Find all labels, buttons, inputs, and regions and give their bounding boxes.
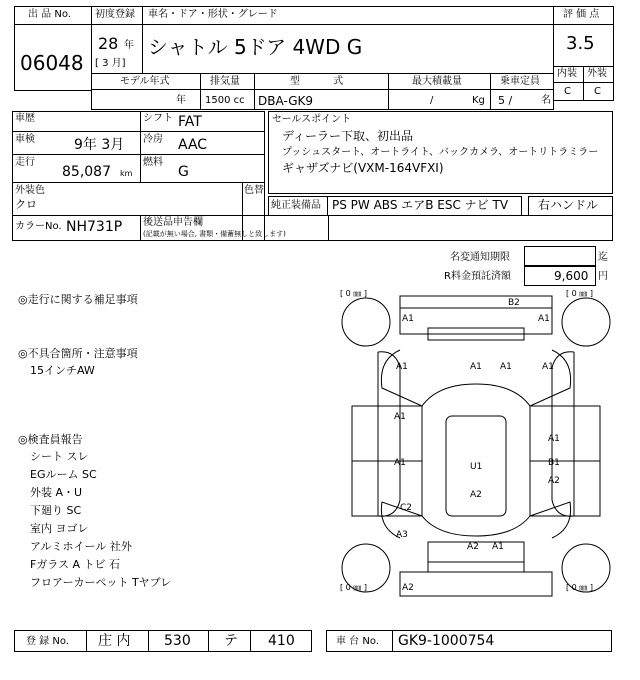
mark-fender-l-a3: A3	[396, 530, 408, 540]
car-diagram	[338, 288, 614, 608]
deadline-label: 名変通知期限	[450, 252, 510, 263]
inspector-line: 下廻り SC	[30, 504, 82, 517]
divider	[91, 89, 554, 90]
mileage-unit: km	[120, 169, 133, 178]
mark-front-door-l: A1	[394, 458, 406, 468]
rear-bumper	[400, 308, 552, 334]
model-label: 車名・ドア・形状・グレード	[148, 9, 278, 20]
divider	[250, 630, 251, 652]
inspector-line: シート スレ	[30, 450, 89, 463]
divider	[142, 6, 143, 74]
divider	[208, 630, 209, 652]
reg-year: 28	[98, 34, 119, 53]
mileage-value: 85,087	[62, 164, 111, 180]
capacity-unit: 名	[541, 95, 551, 106]
inspector-line: Fガラス A トビ 石	[30, 558, 121, 571]
divider	[200, 73, 201, 110]
inspector-line: 外装 A・U	[30, 486, 83, 499]
exterior-label: 外装	[587, 68, 607, 79]
inspection-label: 車検	[15, 134, 35, 145]
divider	[140, 215, 141, 241]
post-delivery-label: 後送品申告欄	[143, 217, 203, 228]
steering-value: 右ハンドル	[538, 198, 599, 212]
interior-value: C	[564, 86, 571, 97]
fuel-label: 燃料	[143, 157, 163, 168]
tire-label-rl: [ 0 ㎜ ]	[340, 289, 367, 298]
ac-value: AAC	[178, 137, 208, 153]
mark-roof-r: A1	[500, 362, 512, 372]
divider	[388, 73, 389, 110]
region: 庄 内	[98, 633, 131, 649]
mark-roof-center: U1	[470, 462, 483, 472]
front-bumper	[400, 572, 552, 596]
mark-fender-l-c2: C2	[400, 503, 413, 513]
mark-roof-l: A1	[470, 362, 482, 372]
model-year-label: モデル年式	[120, 76, 170, 87]
deadline-box	[524, 246, 596, 266]
tire-label-fl: [ 0 ㎜ ]	[340, 583, 367, 592]
divider	[148, 630, 149, 652]
reg-no-label: 登 録 No.	[26, 636, 69, 647]
ext-color-label: 外装色	[15, 185, 45, 196]
type-label: 型 式	[290, 76, 344, 87]
inspector-line: 室内 ヨゴレ	[30, 522, 89, 535]
ext-color-value: クロ	[15, 198, 37, 211]
history-label: 車歴	[15, 113, 35, 124]
defects-title: ◎不具合箇所・注意事項	[18, 347, 138, 360]
displacement-value: 1500 cc	[205, 95, 245, 106]
load-value: /	[430, 95, 434, 106]
divider	[583, 66, 584, 101]
inspector-title: ◎検査員報告	[18, 433, 83, 446]
tire-label-fr: [ 0 ㎜ ]	[566, 583, 593, 592]
reg-year-label: 初度登録	[95, 9, 135, 20]
roof-front	[422, 516, 530, 536]
chassis-label: 車 台 No.	[336, 636, 379, 647]
sales-line: ギャザズナビ(VXM-164VFXI)	[282, 161, 444, 175]
mark-rear-left: A1	[402, 314, 414, 324]
post-delivery-note: (記載が無い場合, 書類・備蓄無しと致します)	[143, 230, 286, 238]
mark-rear-right: A1	[538, 314, 550, 324]
divider	[12, 154, 265, 155]
mark-front-door-r-top: A1	[548, 434, 560, 444]
equipment-value: PS PW ABS エアB ESC ナビ TV	[332, 198, 509, 212]
recycle-value: 9,600	[554, 269, 589, 283]
sales-label: セールスポイント	[272, 114, 352, 125]
inspection-value: 9年 3月	[74, 137, 125, 153]
driving-title: ◎走行に関する補足事項	[18, 293, 138, 306]
color-no-value: NH731P	[66, 219, 123, 235]
capacity-value: 5 /	[498, 94, 513, 107]
lot-number: 06048	[20, 51, 84, 75]
mark-rear-door-r: B1	[548, 458, 560, 468]
lot-label: 出 品 No.	[28, 9, 71, 20]
equipment-label: 純正装備品	[271, 200, 321, 211]
inspector-line: アルミホイール 社外	[30, 540, 132, 553]
mark-hood-r: A1	[492, 542, 504, 552]
divider	[91, 24, 554, 25]
color-change-label: 色替	[244, 185, 264, 196]
mark-door-r-lower: A2	[548, 476, 560, 486]
load-label: 最大積載量	[412, 76, 462, 87]
mark-center-a2: A2	[470, 490, 482, 500]
chassis-value: GK9-1000754	[398, 633, 495, 649]
shift-value: FAT	[178, 114, 202, 130]
shift-label: シフト	[143, 113, 173, 124]
recycle-unit: 円	[598, 271, 608, 282]
deadline-unit: 迄	[598, 252, 608, 263]
mileage-label: 走行	[15, 157, 35, 168]
ac-label: 冷房	[143, 134, 163, 145]
divider	[327, 196, 328, 216]
interior-label: 内装	[557, 68, 577, 79]
displacement-label: 排気量	[210, 76, 240, 87]
mark-rear-fender-l: A1	[396, 362, 408, 372]
mark-hood-l: A2	[467, 542, 479, 552]
divider	[12, 131, 265, 132]
year-suffix: 年	[124, 40, 134, 51]
capacity-label: 乗車定員	[500, 76, 540, 87]
fuel-value: G	[178, 164, 189, 180]
class-no: 530	[164, 633, 191, 649]
divider	[86, 630, 87, 652]
front-grille	[428, 562, 524, 572]
tire-rear-right	[562, 298, 610, 346]
divider	[140, 111, 141, 182]
color-no-label: カラーNo.	[15, 221, 62, 232]
divider	[14, 24, 92, 25]
mark-front-bumper: A2	[402, 583, 414, 593]
divider	[392, 630, 393, 652]
model-name: シャトル 5ドア 4WD G	[148, 35, 363, 59]
mark-rear-bumper-top: B2	[508, 298, 520, 308]
sales-line: ディーラー下取、初出品	[282, 129, 414, 143]
divider	[12, 182, 265, 183]
divider	[254, 73, 255, 110]
exterior-value: C	[594, 86, 601, 97]
tire-label-rr: [ 0 ㎜ ]	[566, 289, 593, 298]
divider	[490, 73, 491, 110]
reg-month: [ 3 月]	[95, 58, 126, 69]
model-year-suffix: 年	[176, 95, 186, 106]
sales-line: プッシュスタート、オートライト、バックカメラ、オートリトラミラー	[282, 147, 599, 158]
rear-panel	[400, 296, 552, 308]
grade-label: 評 価 点	[563, 9, 600, 20]
type-value: DBA-GK9	[258, 94, 313, 108]
divider	[553, 24, 614, 25]
grade-value: 3.5	[566, 33, 595, 54]
inspector-line: EGルーム SC	[30, 468, 97, 481]
defects-line: 15インチAW	[30, 364, 95, 377]
inspector-line: フロアーカーペット Tヤブレ	[30, 576, 172, 589]
blank-box	[328, 215, 613, 241]
mark-rear-door-l: A1	[394, 412, 406, 422]
recycle-label: R料金預託済額	[444, 271, 511, 282]
plate-number: 410	[268, 633, 295, 649]
tire-rear-left	[342, 298, 390, 346]
kana: テ	[224, 633, 238, 649]
load-unit: Kg	[472, 95, 485, 106]
mark-rear-fender-r: A1	[542, 362, 554, 372]
roof-rear	[422, 384, 530, 406]
